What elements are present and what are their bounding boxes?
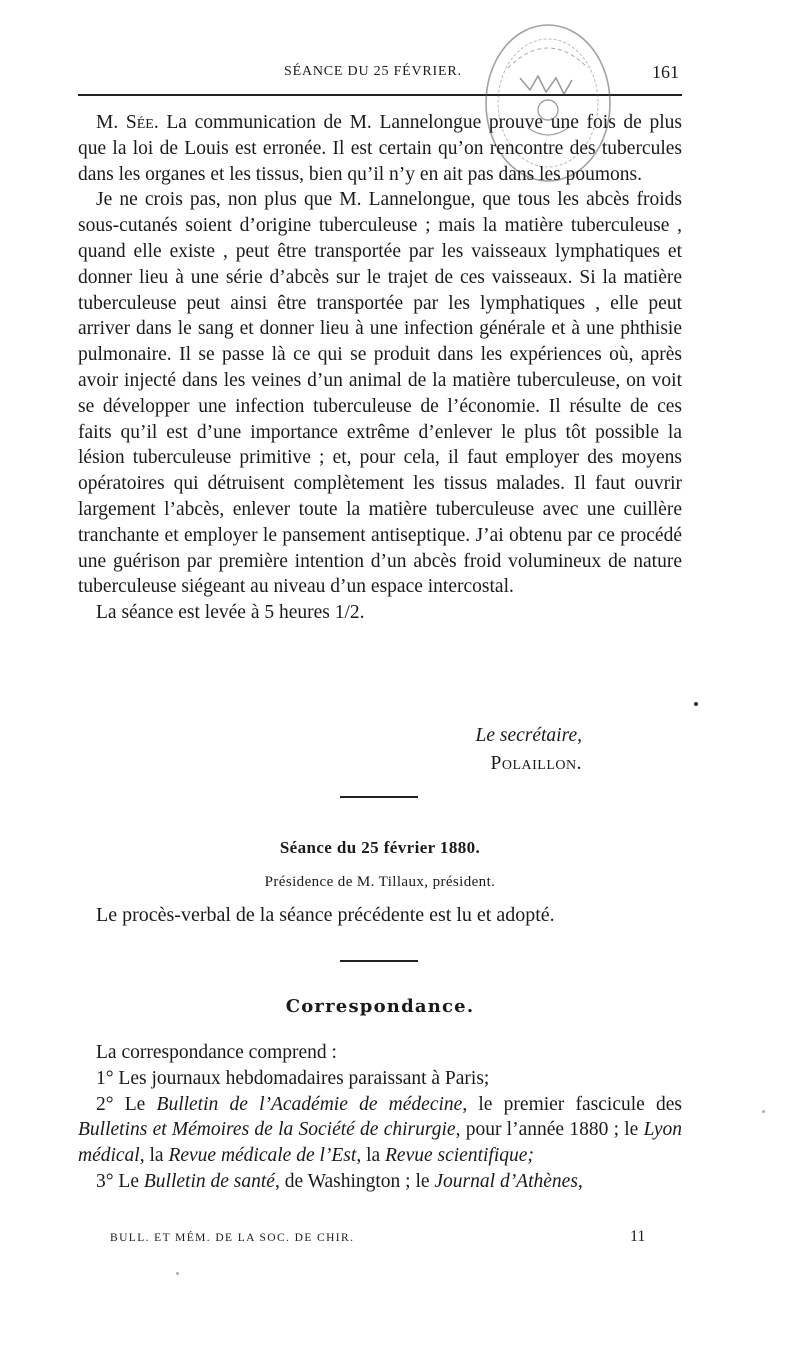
- signature-role: Le secrétaire,: [475, 725, 582, 746]
- running-head: [0, 62, 800, 86]
- item3-bulletin-sante: Bulletin de santé: [143, 1170, 275, 1192]
- section-divider: [340, 796, 418, 798]
- item2-part-a: 2° Le: [96, 1093, 157, 1115]
- correspondence-item-1: 1° Les journaux hebdomadaires paraissant à Paris;: [96, 1067, 490, 1089]
- correspondence-text: [78, 1040, 682, 1195]
- item3-part-e: ,: [577, 1170, 583, 1192]
- minutes-line: Le procès-verbal de la séance précédente est lu et adopté.: [96, 904, 555, 926]
- footer-sheet-number: 11: [630, 1228, 646, 1245]
- ink-speck: [694, 702, 698, 706]
- item3-part-c: , de Washington ; le: [274, 1170, 435, 1192]
- item2-revue-est: Revue médicale de l’Est: [168, 1145, 357, 1167]
- item3-part-a: 3° Le: [96, 1170, 144, 1192]
- paragraph-text: La communication de M. Lannelongue prouve une fois de plus que la loi de Louis est erronée. Il est certain qu’on rencontre des tubercules dans les organes et les tissus, bien qu’il n’y en ait pas dans les poumons.: [78, 112, 682, 185]
- running-title: SÉANCE DU 25 FÉVRIER.: [284, 64, 462, 79]
- item2-bulletins-societe: Bulletins et Mémoires de la Société de chirurgie: [78, 1119, 456, 1141]
- item3-journal-athenes: Journal d’Athènes: [434, 1170, 578, 1192]
- presidency-line: Présidence de M. Tillaux, président.: [264, 874, 496, 890]
- page-number: 161: [652, 62, 679, 82]
- session-title: Séance du 25 février 1880.: [279, 838, 481, 857]
- signature-name: Polaillon.: [490, 753, 582, 774]
- signature-block: [300, 722, 582, 778]
- item2-part-i: , la: [356, 1145, 386, 1167]
- item2-part-e: , pour l’année 1880 ; le: [455, 1119, 644, 1141]
- footer-signature: BULL. ET MÉM. DE LA SOC. DE CHIR.: [110, 1232, 355, 1244]
- item2-part-g: , la: [139, 1145, 169, 1167]
- correspondence-item-3: [78, 1169, 682, 1195]
- main-text: [78, 110, 682, 626]
- item2-part-c: , le premier fascicule des: [462, 1093, 682, 1115]
- ink-speck-3: [176, 1272, 179, 1275]
- section-divider-2: [340, 960, 418, 962]
- speaker-name: M. Sée.: [96, 112, 159, 133]
- correspondence-heading: Correspondance.: [285, 996, 475, 1017]
- correspondence-item-2: [78, 1092, 682, 1169]
- paragraph-tuberculosis: Je ne crois pas, non plus que M. Lannelongue, que tous les abcès froids sous-cutanés soient d’origine tuberculeuse ; mais la matière tuberculeuse , quand elle existe , peut être transportée par les vaisseaux lymphatiques et donner lieu à une série d’abcès sur le trajet de ces vaisseaux. Si la matière tuberculeuse peut ainsi être transportée par les lymphatiques , elle peut arriver dans le sang et donner lieu à une infection générale et à une phthisie pulmonaire. Il se passe là ce qui se produit dans les expériences où, après avoir injecté dans les veines d’un animal de la matière tuberculeuse, on voit se développer une infection tuberculeuse de l’économie. Il résulte de ces faits qu’il est d’une importance extrême d’enlever le plus tôt possible la lésion tuberculeuse primitive ; et, pour cela, il faut employer des moyens opératoires qui détruisent complètement les tissus malades. Il faut ouvrir largement l’abcès, enlever toute la matière tuberculeuse avec une cuillère tranchante et employer le pansement antiseptique. J’ai obtenu par ce procédé une guérison par première intention d’un abcès froid volumineux de nature tuberculeuse siégeant au niveau d’un espace intercostal.: [78, 189, 682, 598]
- item2-revue-scientifique: Revue scientifique;: [385, 1145, 534, 1167]
- paragraph-adjourn: La séance est levée à 5 heures 1/2.: [96, 602, 365, 624]
- item2-lyon-medical: Lyon médical: [78, 1119, 682, 1167]
- ink-speck-2: [762, 1110, 765, 1113]
- correspondence-intro: La correspondance comprend :: [96, 1042, 337, 1063]
- item2-bulletin-academie: Bulletin de l’Académie de médecine: [156, 1093, 463, 1115]
- paragraph-see: [78, 110, 682, 187]
